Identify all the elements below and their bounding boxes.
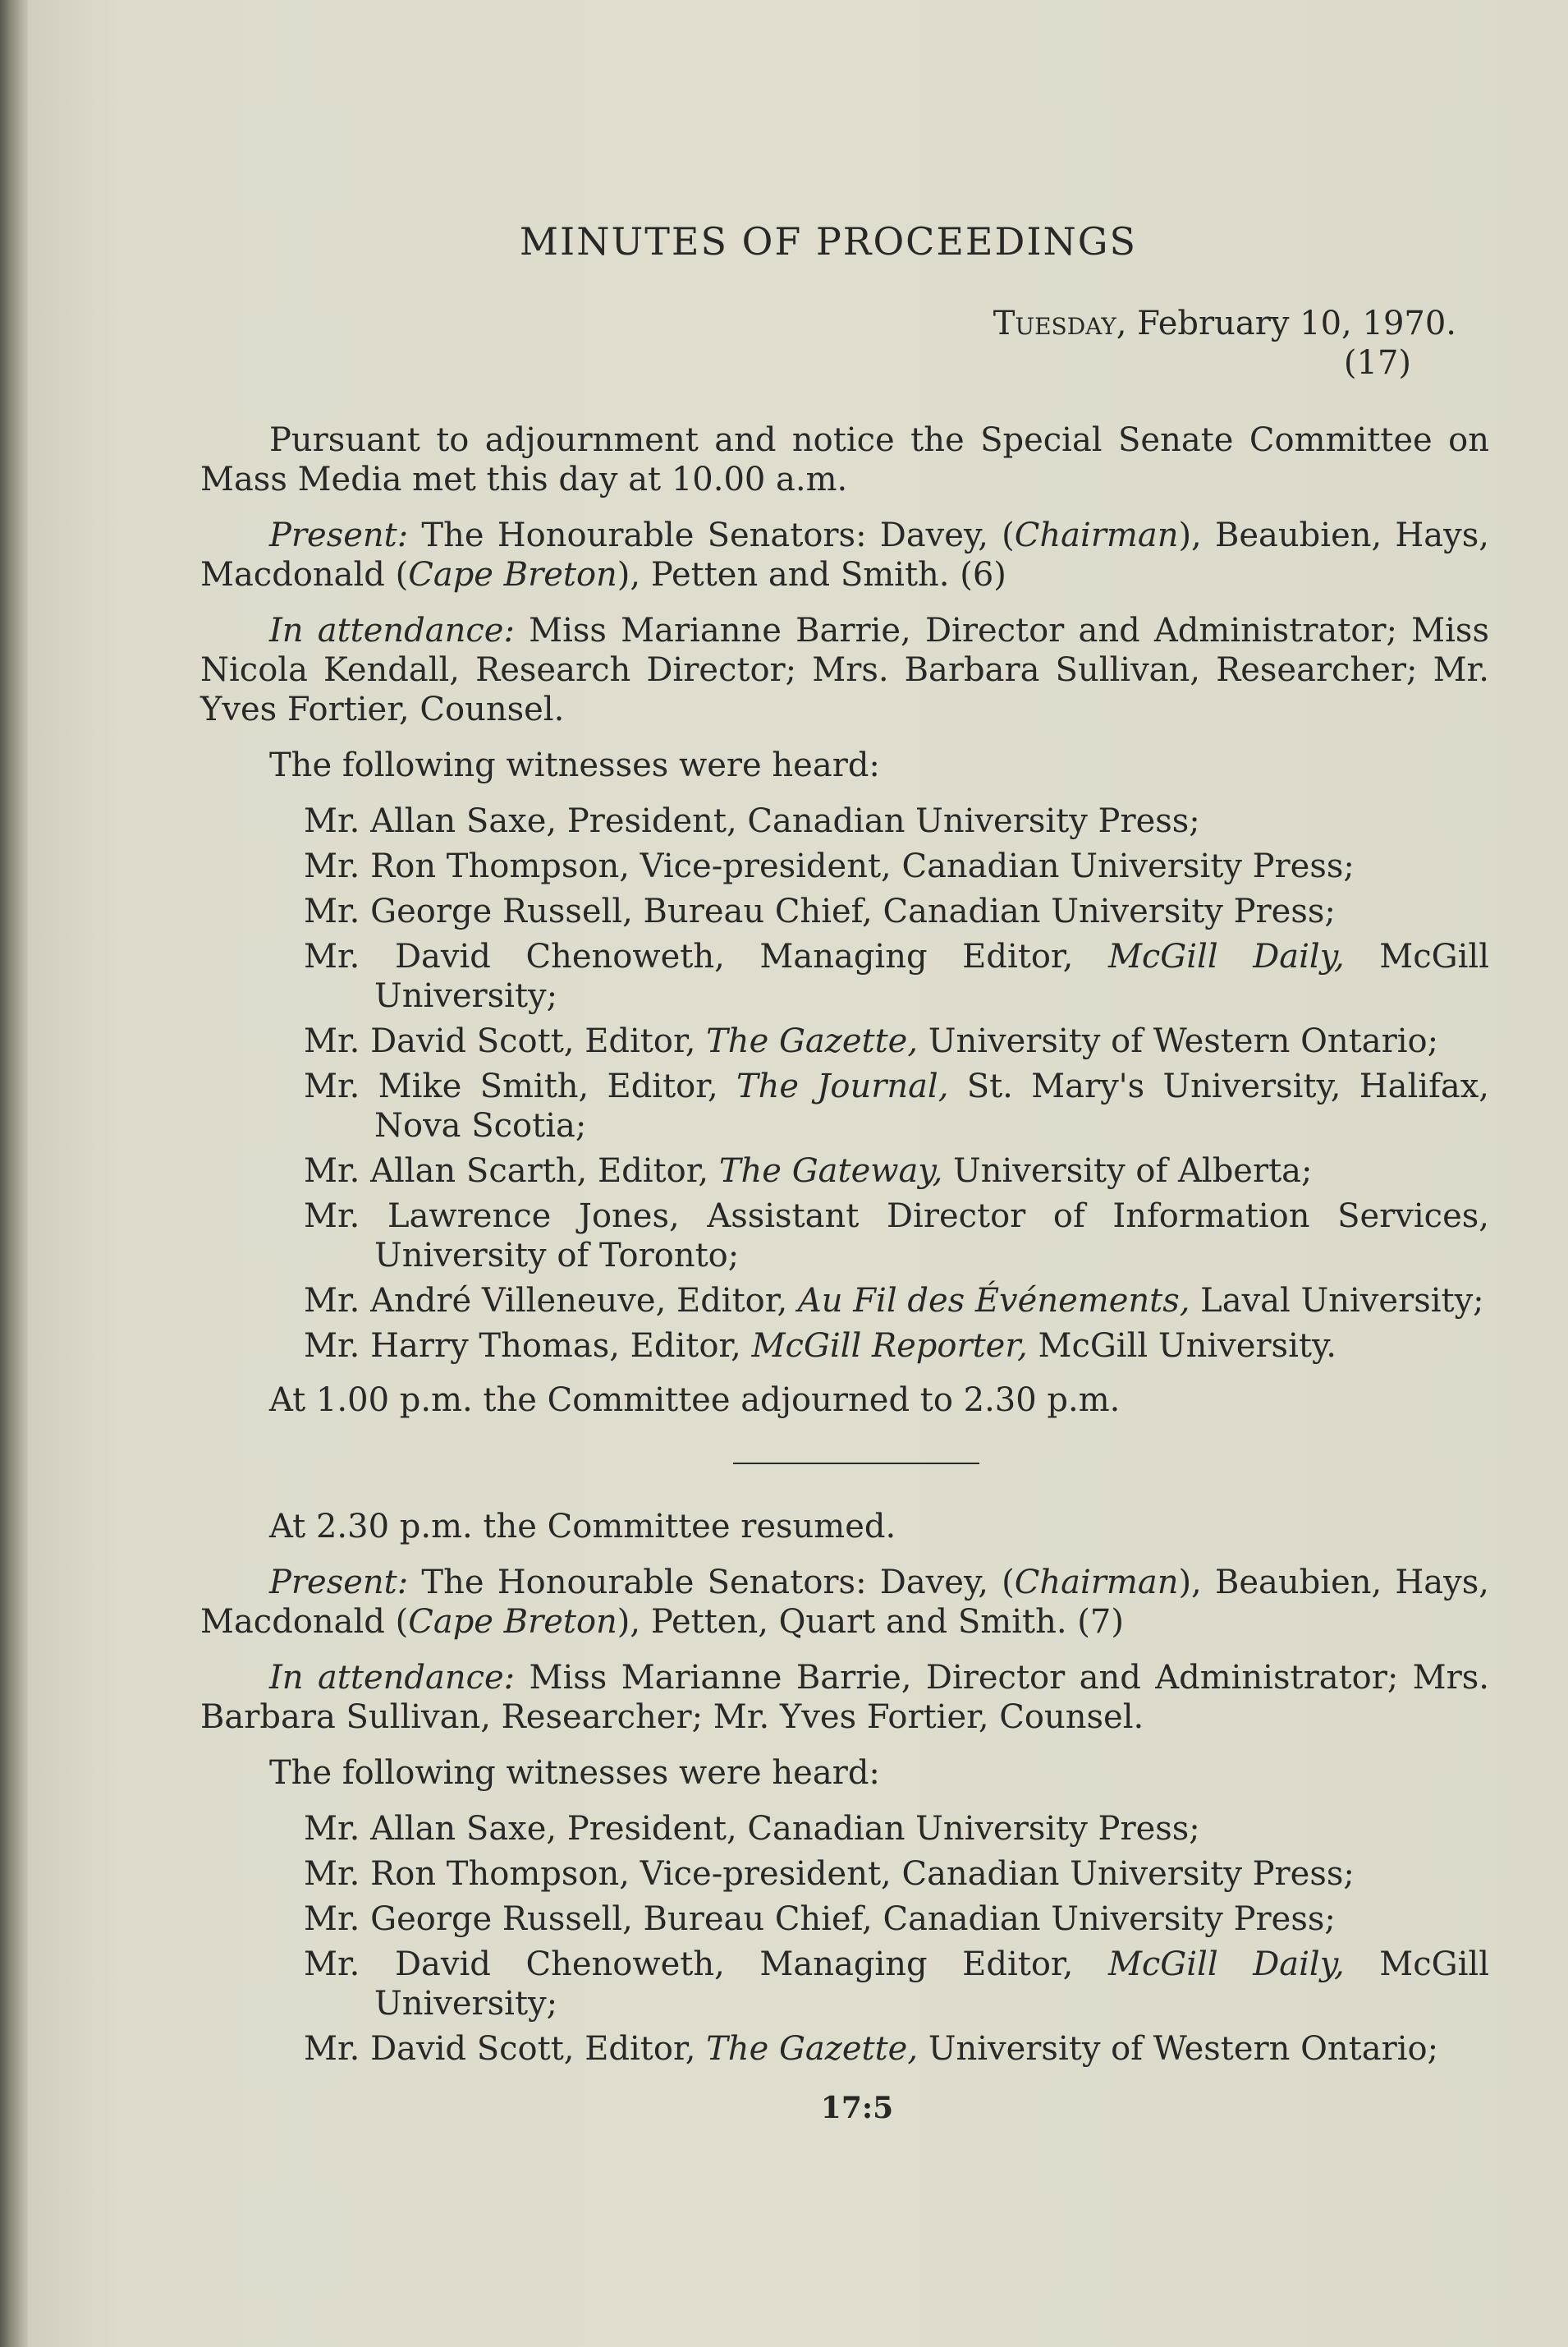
morning-present-text-run: Cape Breton (408, 556, 617, 594)
witness-entry (200, 1281, 1489, 1320)
witness-entry (200, 892, 1489, 931)
witness-entry-run: Mr. Ron Thompson, Vice-president, Canadian University Press; (304, 1855, 1355, 1893)
witness-entry-run: The Gazette, (706, 2030, 919, 2068)
morning-attendance-label: In attendance: (269, 612, 515, 650)
afternoon-present-label: Present: (269, 1564, 409, 1601)
afternoon-present-text-run: The Honourable Senators: Davey, ( (408, 1564, 1015, 1601)
witness-entry (200, 847, 1489, 886)
witness-entry-run: Mr. Mike Smith, Editor, (304, 1068, 736, 1105)
witness-entry-run: McGill Daily, (1107, 1945, 1345, 1983)
witness-entry-run: McGill University. (1027, 1327, 1336, 1365)
morning-attendance-text: Miss Marianne Barrie, Director and Administrator; Miss Nicola Kendall, Research Director; Mrs. Barbara Sullivan, Researcher; Mr. Yves Fortier, Counsel. (200, 612, 1489, 728)
witness-entry-run: McGill Daily, (1107, 938, 1345, 976)
witness-entry-run: The Gazette, (706, 1022, 919, 1060)
witness-entry (200, 937, 1489, 1016)
afternoon-present-text-run: Cape Breton (408, 1603, 617, 1641)
witness-entry-run: The Gateway, (718, 1152, 943, 1190)
witness-entry-run: Mr. Ron Thompson, Vice-president, Canadian University Press; (304, 847, 1355, 885)
witness-entry (200, 801, 1489, 841)
morning-witnesses-heading: The following witnesses were heard: (269, 746, 880, 784)
witness-entry (200, 1151, 1489, 1191)
witness-entry-run: Mr. Harry Thomas, Editor, (304, 1327, 752, 1365)
witness-entry-run: McGill University; (374, 1945, 1489, 2023)
witness-entry (200, 1945, 1489, 2023)
morning-present-text-run: ), Beaubien, Hays, Macdonald ( (200, 517, 1489, 594)
morning-present-text-run: ), Petten and Smith. (6) (617, 556, 1006, 594)
witness-entry-run: The Journal, (736, 1068, 949, 1105)
witness-entry-run: Mr. David Scott, Editor, (304, 1022, 707, 1060)
afternoon-present-text-run: ), Petten, Quart and Smith. (7) (617, 1603, 1124, 1641)
document-page (28, 0, 1568, 2347)
afternoon-present-text-run: ), Beaubien, Hays, Macdonald ( (200, 1564, 1489, 1641)
witness-entry-run: Mr. André Villeneuve, Editor, (304, 1282, 798, 1320)
page-content (200, 219, 1490, 2128)
witness-entry-run: McGill University; (374, 938, 1489, 1015)
witness-entry-run: Mr. David Chenoweth, Managing Editor, (304, 938, 1108, 976)
witness-entry-run: Mr. George Russell, Bureau Chief, Canadian University Press; (304, 1900, 1336, 1938)
witness-entry-run: University of Western Ontario; (918, 1022, 1439, 1060)
morning-adjournment: At 1.00 p.m. the Committee adjourned to 2.30 p.m. (269, 1381, 1121, 1419)
witness-entry-run: Mr. Lawrence Jones, Assistant Director of Information Services, University of Toronto; (304, 1197, 1489, 1275)
witness-entry (200, 1196, 1489, 1275)
morning-present-text-run: The Honourable Senators: Davey, ( (408, 517, 1015, 554)
section-divider (733, 1463, 979, 1464)
witness-entry-run: Mr. David Chenoweth, Managing Editor, (304, 1945, 1108, 1983)
witness-entry (200, 1899, 1489, 1939)
morning-attendance (200, 611, 1489, 729)
meeting-date (200, 304, 1456, 343)
witness-entry-run: Mr. George Russell, Bureau Chief, Canadian University Press; (304, 893, 1336, 930)
afternoon-present (200, 1563, 1489, 1642)
witness-entry-run: Laval University; (1190, 1282, 1484, 1320)
witness-entry (200, 1854, 1489, 1894)
witness-entry-run: Mr. Allan Saxe, President, Canadian University Press; (304, 1810, 1200, 1848)
witness-entry-run: Mr. Allan Saxe, President, Canadian University Press; (304, 802, 1200, 840)
morning-present (200, 516, 1489, 595)
witness-entry (200, 1067, 1489, 1146)
opening-paragraph: Pursuant to adjournment and notice the Special Senate Committee on Mass Media met this day at 10.00 a.m. (200, 421, 1489, 498)
witness-entry (200, 1022, 1489, 1061)
meeting-number: (17) (1343, 344, 1411, 382)
afternoon-witnesses-heading: The following witnesses were heard: (269, 1754, 880, 1792)
book-binding-shadow (0, 0, 28, 2347)
afternoon-attendance (200, 1658, 1489, 1737)
witness-entry-run: Au Fil des Événements, (797, 1282, 1190, 1320)
afternoon-attendance-label: In attendance: (269, 1659, 516, 1697)
afternoon-witness-list (200, 1809, 1489, 2069)
morning-present-text-run: Chairman (1014, 517, 1179, 554)
witness-entry-run: Mr. Allan Scarth, Editor, (304, 1152, 719, 1190)
page-folio: 17:5 (820, 2091, 894, 2125)
afternoon-present-text-run: Chairman (1014, 1564, 1179, 1601)
page-title: MINUTES OF PROCEEDINGS (519, 219, 1138, 264)
witness-entry (200, 1326, 1489, 1366)
meeting-weekday: Tuesday, (993, 305, 1127, 342)
witness-entry-run: University of Alberta; (942, 1152, 1313, 1190)
witness-entry-run: McGill Reporter, (751, 1327, 1028, 1365)
afternoon-resumed: At 2.30 p.m. the Committee resumed. (269, 1508, 896, 1546)
witness-entry-run: St. Mary's University, Halifax, Nova Scotia; (374, 1068, 1490, 1145)
witness-entry-run: Mr. David Scott, Editor, (304, 2030, 707, 2068)
meeting-date-rest: February 10, 1970. (1126, 305, 1456, 342)
morning-present-label: Present: (269, 517, 409, 554)
witness-entry (200, 1809, 1489, 1849)
afternoon-attendance-text: Miss Marianne Barrie, Director and Administrator; Mrs. Barbara Sullivan, Researcher; Mr. Yves Fortier, Counsel. (200, 1659, 1489, 1736)
morning-witness-list (200, 801, 1489, 1366)
witness-entry (200, 2029, 1489, 2069)
witness-entry-run: University of Western Ontario; (918, 2030, 1439, 2068)
